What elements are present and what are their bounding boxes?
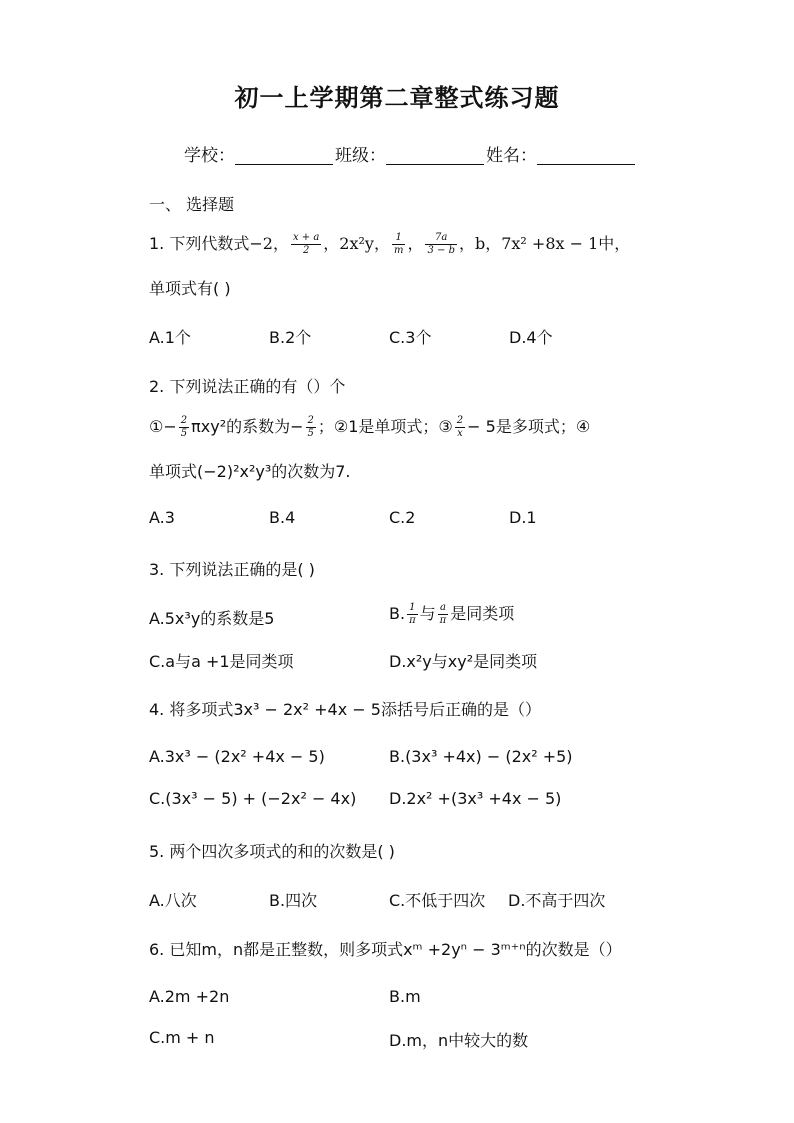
q1-option-a[interactable]: A.1个 [149,328,191,347]
student-info-line [184,141,637,166]
q1-sep: ， [407,234,424,253]
q1-option-d[interactable]: D.4个 [509,328,553,347]
q6-option-b[interactable]: B.m [389,987,421,1006]
q3-stem: 3. 下列说法正确的是( ) [149,560,315,579]
q5-option-c[interactable]: C.不低于四次 [389,891,486,910]
q2-circle-1: ① [149,417,164,436]
q1-prefix: 1. 下列代数式 [149,234,250,253]
q4-option-a[interactable]: A.3x³ − (2x² +4x − 5) [149,747,325,766]
q2-option-a[interactable]: A.3 [149,508,175,527]
q2-option-d[interactable]: D.1 [509,508,537,527]
q4-option-c[interactable]: C.(3x³ − 5) + (−2x² − 4x) [149,789,357,808]
q2-text-d: ；②1是单项式；③ [317,417,453,436]
page-title: 初一上学期第二章整式练习题 [234,84,560,112]
q3-option-a[interactable]: A.5x³y的系数是5 [149,609,275,628]
name-blank[interactable] [537,146,635,165]
q1-fraction-3: $\frac{7a}{3 - b}$ [427,232,455,256]
q5-option-a[interactable]: A.八次 [149,891,197,910]
school-blank[interactable] [235,146,333,165]
q3-option-c[interactable]: C.a与a +1是同类项 [149,652,294,671]
school-label: 学校： [184,146,235,166]
q2-line3: 单项式(−2)²x²y³的次数为7. [149,462,351,481]
q6-stem: 6. 已知m，n都是正整数，则多项式xᵐ +2yⁿ − 3ᵐ⁺ⁿ的次数是（） [149,940,622,959]
q5-stem: 5. 两个四次多项式的和的次数是( ) [149,842,395,861]
q2-fraction-c: $\frac{2}{x}$ [456,415,464,439]
q1-option-c[interactable]: C.3个 [389,328,432,347]
q6-option-d[interactable]: D.m，n中较大的数 [389,1031,529,1050]
q6-option-c[interactable]: C.m + n [149,1028,215,1047]
section-heading: 一、 选择题 [149,195,235,214]
q3-fraction-2: $\frac{a}{\pi}$ [439,602,447,626]
q1-stem [149,231,630,257]
q3-option-d[interactable]: D.x²y与xy²是同类项 [389,652,538,671]
q3-option-b[interactable]: B. $\frac{1}{\pi}$ 与 $\frac{a}{\pi}$ 是同类项 [389,602,515,626]
q2-minus: − [163,417,177,436]
q1-expr-c: ，b，7x² +8x − 1 [458,234,599,253]
name-label: 姓名： [486,146,537,166]
q4-stem: 4. 将多项式3x³ − 2x² +4x − 5添括号后正确的是（） [149,700,541,719]
q1-fraction-1: $\frac{x + a}{2}$ [292,232,320,256]
q1-fraction-2: $\frac{1}{m}$ [393,232,404,256]
q5-option-d[interactable]: D.不高于四次 [508,891,606,910]
q2-line2 [149,414,590,440]
q2-option-c[interactable]: C.2 [389,508,416,527]
q2-text-e: − 5是多项式；④ [467,417,591,436]
q1-option-b[interactable]: B.2个 [269,328,312,347]
q2-option-b[interactable]: B.4 [269,508,296,527]
q1-expr-b: ，2x²y， [323,234,390,253]
q4-option-d[interactable]: D.2x² +(3x³ +4x − 5) [389,789,562,808]
q2-stem: 2. 下列说法正确的有（）个 [149,377,346,396]
q2-text-c: πxy²的系数为− [191,417,304,436]
q5-option-b[interactable]: B.四次 [269,891,318,910]
q2-fraction-a: $\frac{2}{5}$ [180,415,188,439]
q3-fraction-1: $\frac{1}{\pi}$ [409,602,416,626]
q2-fraction-b: $\frac{2}{5}$ [307,415,314,439]
q1-line2: 单项式有( ) [149,279,231,298]
q1-suffix: 中， [598,234,631,253]
q1-expr-a: −2， [249,234,289,253]
class-blank[interactable] [386,146,484,165]
q6-option-a[interactable]: A.2m +2n [149,987,230,1006]
q4-option-b[interactable]: B.(3x³ +4x) − (2x² +5) [389,747,573,766]
class-label: 班级： [335,146,386,166]
